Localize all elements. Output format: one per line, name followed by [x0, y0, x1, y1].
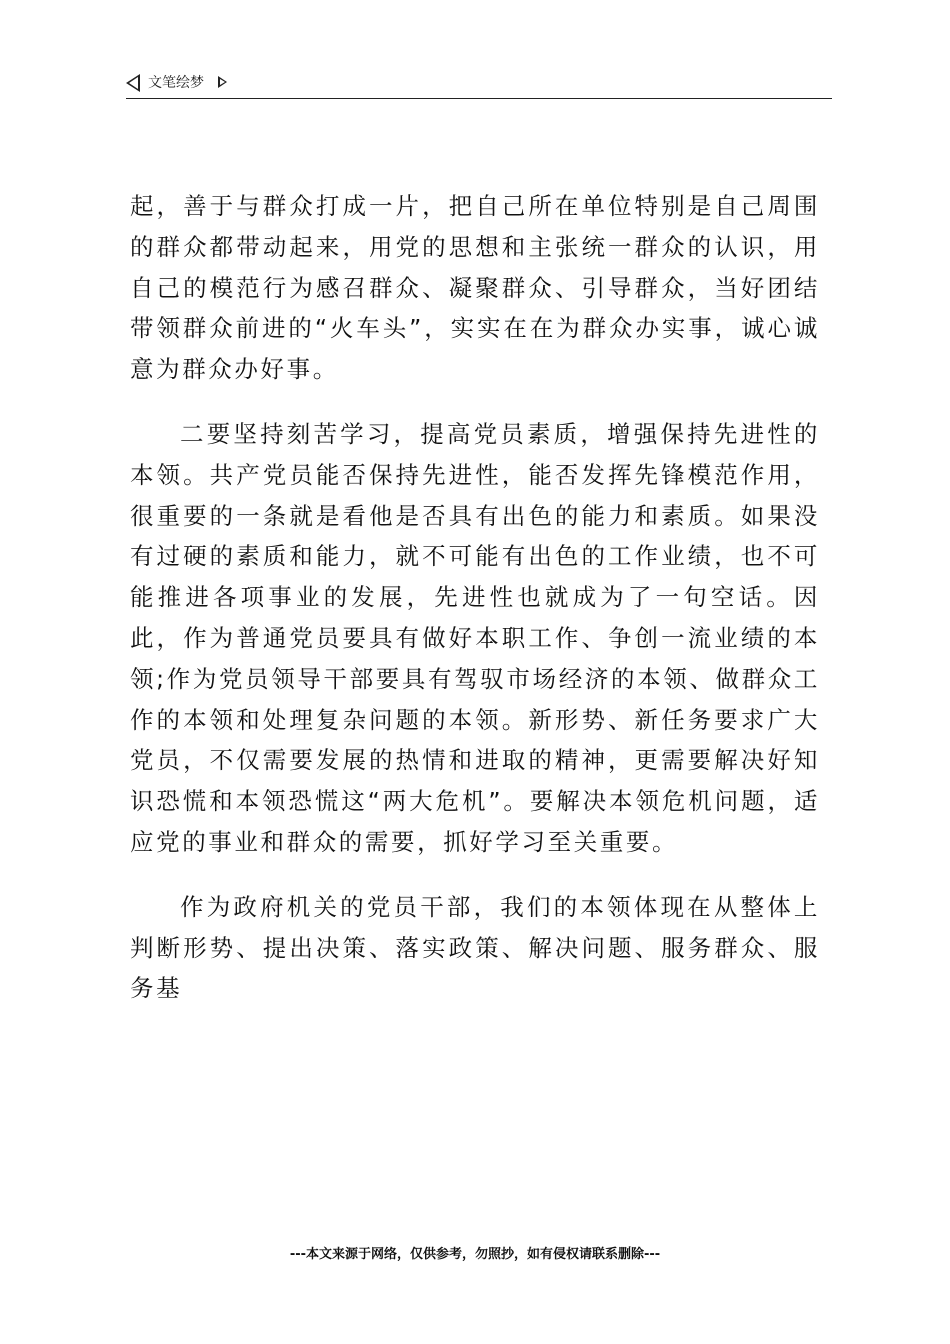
header-title: 文笔绘梦 — [148, 75, 204, 91]
left-triangle-icon — [126, 74, 140, 92]
page-header — [126, 70, 832, 99]
paragraph-2: 二要坚持刻苦学习，提高党员素质，增强保持先进性的本领。共产党员能否保持先进性，能否发挥先锋模范作用，很重要的一条就是看他是否具有出色的能力和素质。如果没有过硬的素质和能力，就不可能有出色的工作业绩，也不可能推进各项事业的发展，先进性也就成为了一句空话。因此，作为普通党员要具有做好本职工作、争创一流业绩的本领;作为党员领导干部要具有驾驭市场经济的本领、做群众工作的本领和处理复杂问题的本领。新形势、新任务要求广大党员，不仅需要发展的热情和进取的精神，更需要解决好知识恐慌和本领恐慌这“两大危机”。要解决本领危机问题，适应党的事业和群众的需要，抓好学习至关重要。 — [130, 419, 820, 856]
right-triangle-icon — [218, 76, 227, 88]
page-footer: ---本文来源于网络，仅供参考，勿照抄，如有侵权请联系删除--- — [289, 1247, 661, 1262]
document-body — [130, 186, 820, 1033]
paragraph-1: 起，善于与群众打成一片，把自己所在单位特别是自己周围的群众都带动起来，用党的思想和主张统一群众的认识，用自己的模范行为感召群众、凝聚群众、引导群众，当好团结带领群众前进的“火车头”，实实在在为群众办实事，诚心诚意为群众办好事。 — [130, 192, 820, 384]
paragraph-3: 作为政府机关的党员干部，我们的本领体现在从整体上判断形势、提出决策、落实政策、解决问题、服务群众、服务基 — [130, 892, 820, 1003]
